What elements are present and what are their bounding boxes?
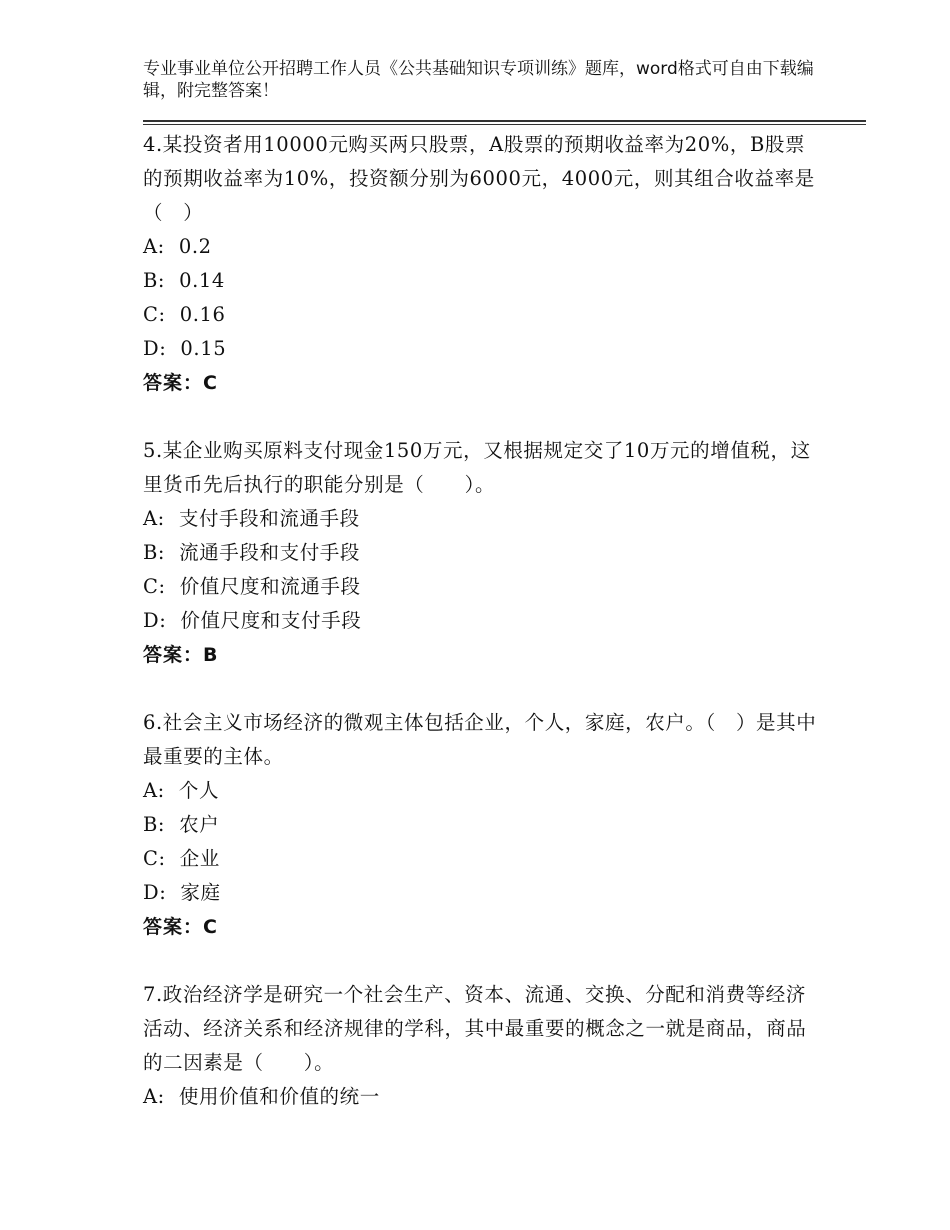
option-a [143,502,823,536]
option-b [143,264,823,298]
document-header: 专业事业单位公开招聘工作人员《公共基础知识专项训练》题库，word格式可自由下载编辑，附完整答案！ [143,59,814,101]
option-text: 价值尺度和支付手段 [180,609,362,632]
question-4 [143,128,823,400]
option-c [143,298,823,332]
option-b [143,808,823,842]
option-key: D: [143,881,167,904]
option-key: D: [143,337,167,360]
option-key: B: [143,269,166,292]
option-text: 0.2 [178,235,212,258]
option-c [143,570,823,604]
option-text: 支付手段和流通手段 [178,507,360,530]
option-key: C: [143,575,166,598]
option-a [143,230,823,264]
option-a [143,774,823,808]
option-key: A: [143,779,165,802]
question-list [143,128,823,1114]
option-text: 农户 [179,813,220,836]
option-key: B: [143,813,166,836]
option-text: 0.15 [180,337,227,360]
option-key: A: [143,235,165,258]
option-text: 个人 [178,779,220,802]
option-key: C: [143,303,166,326]
option-a [143,1080,823,1114]
option-key: D: [143,609,167,632]
question-text: 4.某投资者用10000元购买两只股票，A股票的预期收益率为20%，B股票的预期收益率为10%，投资额分别为6000元，4000元，则其组合收益率是（ ） [143,133,815,224]
question-5 [143,434,823,672]
answer-line: 答案：C [143,916,218,938]
question-text: 7.政治经济学是研究一个社会生产、资本、流通、交换、分配和消费等经济活动、经济关系和经济规律的学科，其中最重要的概念之一就是商品，商品的二因素是（ ）。 [143,983,807,1074]
option-b [143,536,823,570]
header-divider-thick [143,120,866,122]
option-text: 0.14 [179,269,225,292]
option-d [143,332,823,366]
option-text: 企业 [179,847,220,870]
option-text: 0.16 [179,303,226,326]
question-text: 5.某企业购买原料支付现金150万元，又根据规定交了10万元的增值税，这里货币先后执行的职能分别是（ ）。 [143,439,811,496]
option-key: B: [143,541,166,564]
option-text: 流通手段和支付手段 [179,541,361,564]
header-divider-thin [143,124,866,125]
option-key: A: [143,1085,165,1108]
option-text: 家庭 [180,881,221,904]
option-d [143,876,823,910]
answer-line: 答案：C [143,372,218,394]
answer-line: 答案：B [143,644,219,666]
option-c [143,842,823,876]
option-key: C: [143,847,166,870]
option-text: 使用价值和价值的统一 [178,1085,380,1108]
option-d [143,604,823,638]
option-text: 价值尺度和流通手段 [179,575,361,598]
question-6 [143,706,823,944]
question-text: 6.社会主义市场经济的微观主体包括企业，个人，家庭，农户。（ ）是其中最重要的主体。 [143,711,817,768]
question-7 [143,978,823,1114]
option-key: A: [143,507,165,530]
